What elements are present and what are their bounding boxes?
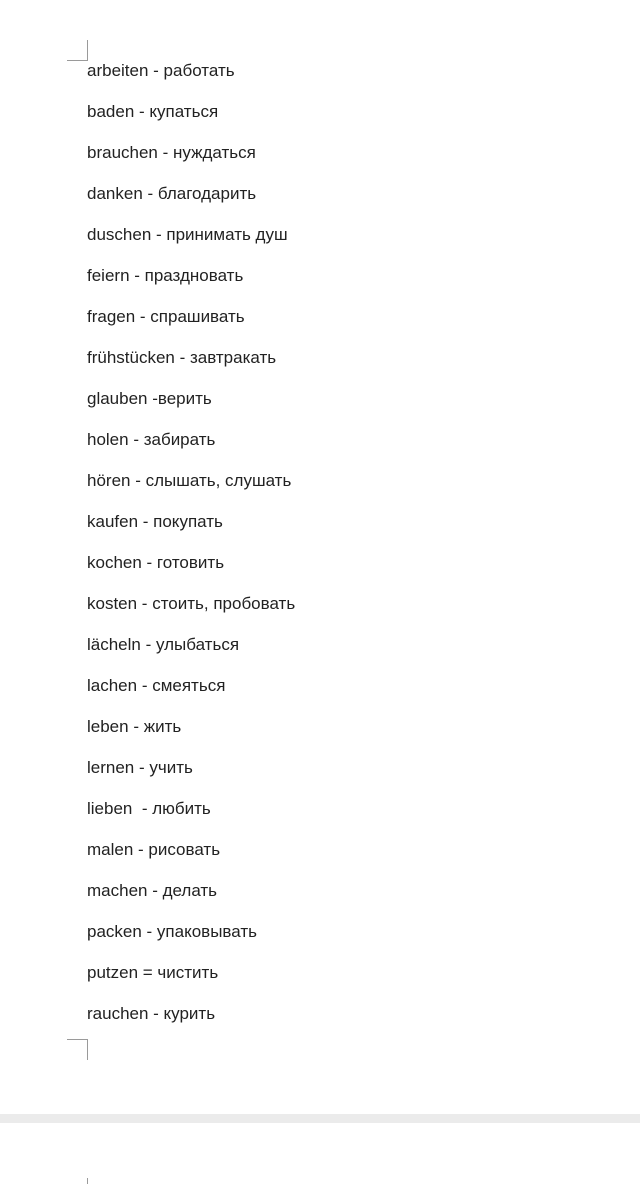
vocabulary-line[interactable]: brauchen - нуждаться — [87, 143, 256, 162]
vocabulary-line[interactable]: feiern - праздновать — [87, 266, 244, 285]
vocabulary-line[interactable]: holen - забирать — [87, 430, 216, 449]
vocabulary-line[interactable]: kochen - готовить — [87, 553, 225, 572]
vocabulary-line[interactable]: putzen = чистить — [87, 963, 219, 982]
vocabulary-line[interactable]: danken - благодарить — [87, 184, 257, 203]
vocabulary-line[interactable]: lieben - любить — [87, 799, 211, 818]
vocabulary-line[interactable]: hören - слышать, слушать — [87, 471, 292, 490]
top-margin-marker — [67, 40, 88, 61]
next-page-margin-marker — [67, 1178, 88, 1184]
vocabulary-line[interactable]: frühstücken - завтракать — [87, 348, 277, 367]
vocabulary-line[interactable]: lächeln - улыбаться — [87, 635, 240, 654]
vocabulary-line[interactable]: fragen - спрашивать — [87, 307, 245, 326]
vocabulary-line[interactable]: machen - делать — [87, 881, 218, 900]
vocabulary-line[interactable]: baden - купаться — [87, 102, 219, 121]
vocabulary-list — [87, 59, 295, 1043]
vocabulary-line[interactable]: arbeiten - работать — [87, 61, 235, 80]
bottom-margin-marker — [67, 1039, 88, 1060]
next-page — [0, 1123, 640, 1184]
vocabulary-line[interactable]: lachen - смеяться — [87, 676, 226, 695]
vocabulary-line[interactable]: duschen - принимать душ — [87, 225, 288, 244]
vocabulary-line[interactable]: glauben -верить — [87, 389, 212, 408]
vocabulary-line[interactable]: rauchen - курить — [87, 1004, 216, 1023]
vocabulary-line[interactable]: leben - жить — [87, 717, 182, 736]
vocabulary-line[interactable]: packen - упаковывать — [87, 922, 257, 941]
vocabulary-line[interactable]: malen - рисовать — [87, 840, 221, 859]
vocabulary-line[interactable]: lernen - учить — [87, 758, 193, 777]
vocabulary-line[interactable]: kaufen - покупать — [87, 512, 223, 531]
vocabulary-line[interactable]: kosten - стоить, пробовать — [87, 594, 296, 613]
page-separator — [0, 1114, 640, 1123]
